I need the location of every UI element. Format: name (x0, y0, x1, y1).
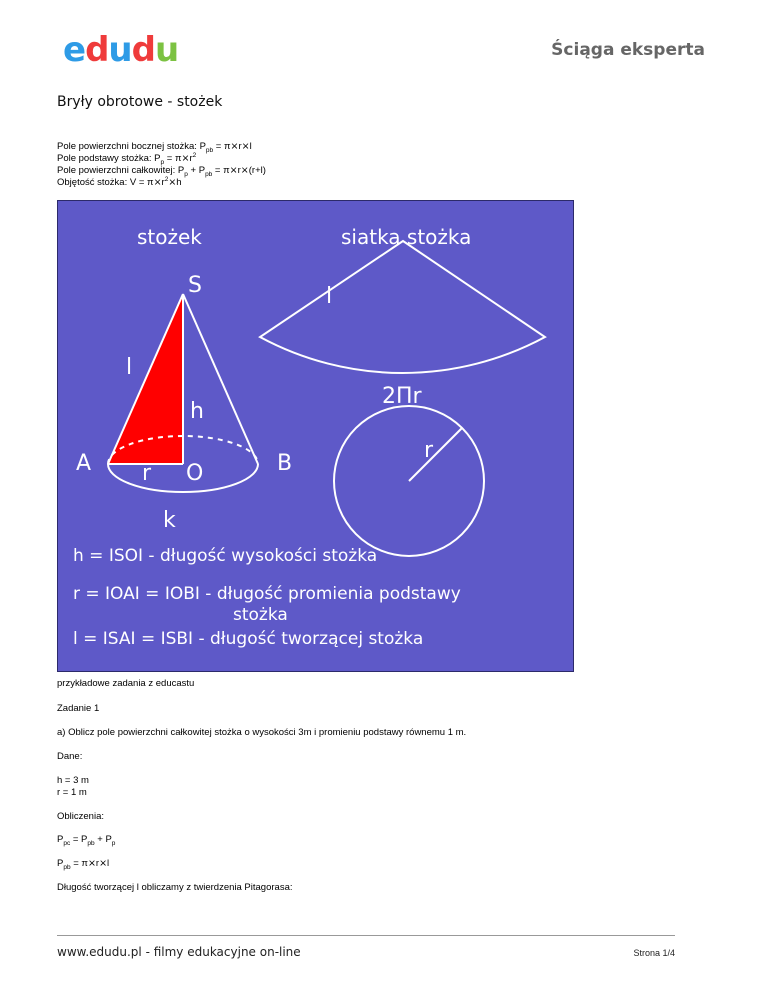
given-h: h = 3 m (57, 775, 89, 786)
net-title: siatka stożka (341, 225, 472, 249)
logo-letter: e (63, 30, 86, 70)
footer-divider (57, 935, 675, 936)
label-A: A (76, 451, 92, 476)
cone-title: stożek (137, 225, 202, 249)
label-B: B (277, 451, 293, 476)
net-label-l: l (326, 284, 333, 309)
label-l: l (126, 355, 133, 380)
definition-h: h = ISOI - długość wysokości stożka (73, 546, 378, 566)
label-S: S (188, 273, 202, 298)
footer-site: www.edudu.pl - filmy edukacyjne on-line (57, 945, 301, 959)
page-title: Bryły obrotowe - stożek (57, 94, 223, 110)
logo-letter: u (108, 30, 132, 70)
logo-letter: d (85, 30, 109, 70)
page-number: Strona 1/4 (633, 948, 675, 958)
definition-r: r = IOAI = IOBI - długość promienia podstawy (73, 584, 461, 604)
figure-caption: przykładowe zadania z educastu (57, 678, 195, 689)
formula-total-area: Pole powierzchni całkowitej: $P_p + P_{pb}$ = π⨯r⨯(r+l) (57, 165, 266, 178)
label-r: r (142, 461, 152, 486)
header-tagline: Ściąga eksperta (551, 40, 705, 60)
logo-letters (63, 30, 178, 70)
logo-letter: u (154, 30, 179, 70)
pythagoras-text: Długość tworzącej l obliczamy z twierdzenia Pitagorasa: (57, 882, 293, 893)
task-a: a) Oblicz pole powierzchni całkowitej stożka o wysokości 3m i promieniu podstawy równemu 1 m. (57, 727, 467, 738)
label-O: O (186, 461, 204, 486)
edudu-logo (63, 30, 185, 70)
cone-slant-right (183, 294, 258, 464)
formula-volume: Objętość stożka: $V = \pi⨯r^2⨯h$ (57, 175, 182, 188)
net-label-r: r (424, 438, 434, 463)
definition-l: l = ISAI = ISBI - długość tworzącej stożka (73, 629, 424, 649)
cone-base-front (108, 464, 258, 492)
formula-lateral-area: Pole powierzchni bocznej stożka: $P_{pb}$ = π⨯r⨯l (57, 141, 252, 154)
task-heading: Zadanie 1 (57, 703, 100, 714)
formula-base-area: Pole podstawy stożka: $P_p$ = $\pi⨯r^2$ (57, 151, 197, 166)
calc-label: Obliczenia: (57, 811, 104, 822)
definition-r-cont: stożka (233, 605, 288, 625)
logo-letter: d (131, 30, 155, 70)
net-base-radius (409, 428, 462, 481)
given-r: r = 1 m (57, 787, 87, 798)
label-k: k (163, 508, 176, 533)
equation-total: $P_{pc} = P_{pb} + P_p$ (57, 834, 116, 847)
net-label-arc: 2Πr (382, 384, 422, 409)
label-h: h (190, 399, 204, 424)
given-label: Dane: (57, 751, 83, 762)
equation-lateral: $P_{pb}$ = π⨯r⨯l (57, 858, 110, 871)
cone-figure (57, 200, 574, 672)
net-sector (260, 241, 545, 373)
formula-list (57, 141, 266, 189)
